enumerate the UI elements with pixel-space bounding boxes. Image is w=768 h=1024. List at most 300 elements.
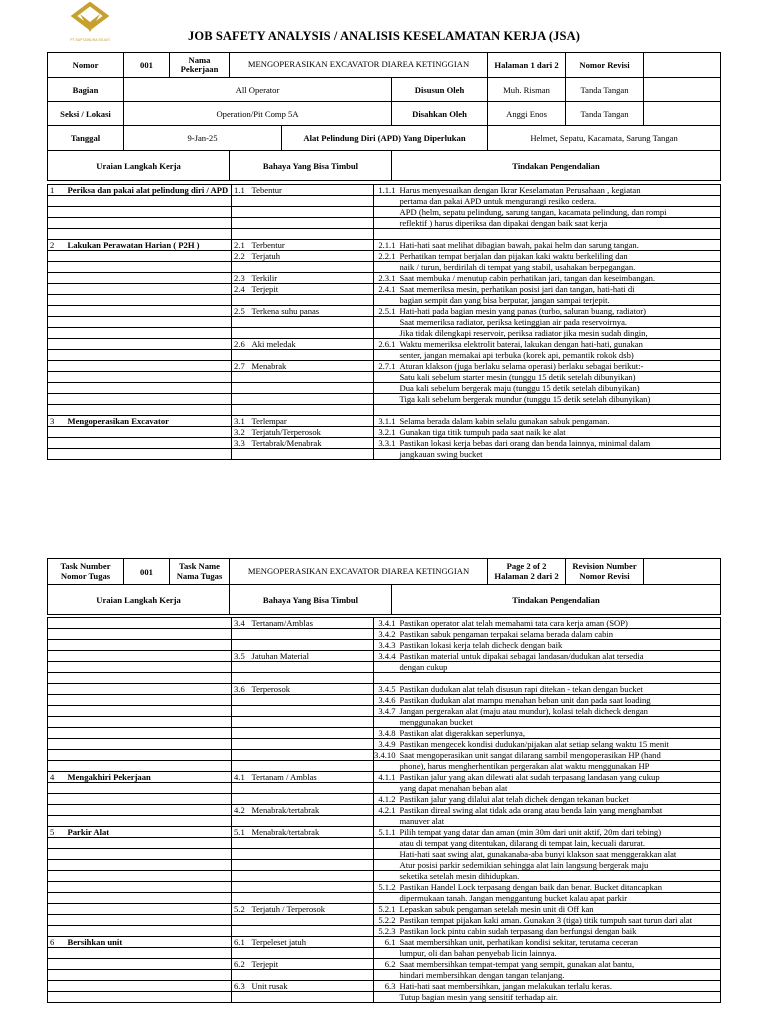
control-number: [374, 871, 398, 882]
hazard-description: Menabrak: [250, 361, 374, 372]
page1-header-table: [47, 52, 721, 181]
table-row: [48, 295, 721, 306]
hazard-description: Terjatuh / Terperosok: [250, 904, 374, 915]
control-number: [374, 196, 398, 207]
hazard-description: [250, 717, 374, 728]
hazard-number: [232, 262, 250, 273]
control-description: Pastikan alat digerakkan seperlunya,: [398, 728, 721, 739]
control-number: 5.2.2: [374, 915, 398, 926]
hazard-number: [232, 295, 250, 306]
step-number: [48, 196, 66, 207]
step-number: [48, 306, 66, 317]
table-row: [48, 438, 721, 449]
step-description: [66, 673, 232, 684]
step-description: [66, 273, 232, 284]
step-description: [66, 915, 232, 926]
control-description: Tiga kali sebelum bergerak mundur (tunggu 15 detik setelah dibunyikan): [398, 394, 721, 405]
control-number: [374, 717, 398, 728]
control-description: Saat membersihkan unit, perhatikan kondisi sekitar, terutama ceceran: [398, 937, 721, 948]
control-number: [374, 816, 398, 827]
nama-pekerjaan-label: Nama Pekerjaan: [170, 53, 230, 78]
step-description: [66, 684, 232, 695]
step-number: [48, 629, 66, 640]
hazard-description: [250, 196, 374, 207]
control-description: [398, 673, 721, 684]
hazard-number: [232, 761, 250, 772]
control-number: [374, 783, 398, 794]
step-description: [66, 251, 232, 262]
control-number: [374, 860, 398, 871]
step-number: [48, 761, 66, 772]
hazard-number: [232, 328, 250, 339]
table-row: [48, 684, 721, 695]
control-description: Harus menyesuaikan dengan Ikrar Keselamatan Perusahaan , kegiatan: [398, 185, 721, 196]
hazard-description: Terjatuh/Terperosok: [250, 427, 374, 438]
apd-label: Alat Pelindung Diri (APD) Yang Diperlukan: [282, 126, 488, 151]
hazard-number: 6.1: [232, 937, 250, 948]
step-description: Mengoperasikan Excavator: [66, 416, 232, 427]
hazard-number: [232, 816, 250, 827]
step-description: [66, 449, 232, 460]
hazard-number: [232, 794, 250, 805]
hazard-number: [232, 992, 250, 1003]
step-description: [66, 207, 232, 218]
hazard-number: 3.5: [232, 651, 250, 662]
col-bahaya-header-2: Bahaya Yang Bisa Timbul: [230, 585, 392, 615]
col-tindakan-header: Tindakan Pengendalian: [392, 151, 721, 181]
col-bahaya-header: Bahaya Yang Bisa Timbul: [230, 151, 392, 181]
hazard-number: 3.4: [232, 618, 250, 629]
step-number: [48, 229, 66, 240]
control-description: Gunakan tiga titik tumpuh pada saat naik ke alat: [398, 427, 721, 438]
nomor-label: Nomor: [48, 53, 124, 78]
control-number: 1.1.1: [374, 185, 398, 196]
table-row: [48, 662, 721, 673]
step-description: [66, 871, 232, 882]
control-description: Waktu memeriksa elektrolit baterai, lakukan dengan hati-hati, gunakan: [398, 339, 721, 350]
step-description: [66, 284, 232, 295]
hazard-number: [232, 640, 250, 651]
control-number: [374, 992, 398, 1003]
hazard-number: [232, 229, 250, 240]
control-number: 3.2.1: [374, 427, 398, 438]
table-row: [48, 992, 721, 1003]
control-description: [398, 229, 721, 240]
hazard-number: [232, 449, 250, 460]
hazard-description: [250, 328, 374, 339]
hazard-number: [232, 207, 250, 218]
control-number: [374, 372, 398, 383]
hazard-description: [250, 662, 374, 673]
control-number: 3.1.1: [374, 416, 398, 427]
task-name-label: Task Name Nama Tugas: [170, 559, 230, 585]
step-number: [48, 739, 66, 750]
control-description: Satu kali sebelum starter mesin (tunggu 15 detik setelah dibunyikan): [398, 372, 721, 383]
hazard-number: [232, 915, 250, 926]
disahkan-label: Disahkan Oleh: [392, 102, 488, 126]
control-description: manuver alat: [398, 816, 721, 827]
step-description: [66, 695, 232, 706]
hazard-number: [232, 871, 250, 882]
step-description: [66, 361, 232, 372]
step-description: [66, 728, 232, 739]
hazard-description: Menabrak/tertabrak: [250, 805, 374, 816]
hazard-number: 2.6: [232, 339, 250, 350]
table-row: [48, 207, 721, 218]
hazard-number: 3.6: [232, 684, 250, 695]
step-description: Parkir Alat: [66, 827, 232, 838]
control-description: Perhatikan tempat berjalan dan pijakan kaki waktu berkeliling dan: [398, 251, 721, 262]
step-description: Mengakhiri Pekerjaan: [66, 772, 232, 783]
hazard-number: 5.1: [232, 827, 250, 838]
control-description: Atur posisi parkir sedemikian sehingga alat lain langsung bergerak maju: [398, 860, 721, 871]
step-description: [66, 761, 232, 772]
control-description: Pastikan jalur yang dilalui alat telah dichek dengan tekanan bucket: [398, 794, 721, 805]
control-number: 2.7.1: [374, 361, 398, 372]
step-description: [66, 618, 232, 629]
step-description: [66, 959, 232, 970]
hazard-description: [250, 838, 374, 849]
bagian-label: Bagian: [48, 78, 124, 102]
hazard-description: [250, 640, 374, 651]
hazard-description: Terjepit: [250, 959, 374, 970]
hazard-number: [232, 728, 250, 739]
control-description: Selama berada dalam kabin selalu gunakan sabuk pengaman.: [398, 416, 721, 427]
control-number: [374, 893, 398, 904]
step-number: [48, 794, 66, 805]
step-number: [48, 838, 66, 849]
hazard-description: [250, 860, 374, 871]
control-number: 3.4.1: [374, 618, 398, 629]
hazard-description: Terbentur: [250, 240, 374, 251]
step-description: [66, 816, 232, 827]
hazard-description: [250, 218, 374, 229]
control-number: [374, 229, 398, 240]
hazard-number: 4.2: [232, 805, 250, 816]
table-row: [48, 427, 721, 438]
hazard-description: Terperosok: [250, 684, 374, 695]
control-description: Pastikan direal swing alat tidak ada orang atau benda lain yang menghambat: [398, 805, 721, 816]
step-description: [66, 783, 232, 794]
control-description: Dua kali sebelum bergerak maju (tunggu 15 detik setelah dibunyikan): [398, 383, 721, 394]
hazard-description: [250, 783, 374, 794]
hazard-description: [250, 871, 374, 882]
step-number: [48, 882, 66, 893]
hazard-number: 2.1: [232, 240, 250, 251]
control-description: dipermukaan tanah. Jangan menggantung bucket kalau apat parkir: [398, 893, 721, 904]
control-number: 3.4.8: [374, 728, 398, 739]
step-description: [66, 717, 232, 728]
page1-body-table: [47, 184, 721, 460]
control-number: [374, 207, 398, 218]
step-number: [48, 783, 66, 794]
control-description: Saat membersihkan tempat-tempat yang sempit, gunakan alat bantu,: [398, 959, 721, 970]
step-description: [66, 838, 232, 849]
step-description: [66, 662, 232, 673]
table-row: [48, 651, 721, 662]
step-description: [66, 849, 232, 860]
step-number: [48, 640, 66, 651]
hazard-number: [232, 849, 250, 860]
hazard-description: Jatuhan Material: [250, 651, 374, 662]
hazard-number: [232, 706, 250, 717]
control-number: [374, 449, 398, 460]
table-row: [48, 794, 721, 805]
control-description: senter, jangan memakai api terbuka (korek api, pemantik rokok dsb): [398, 350, 721, 361]
step-description: [66, 405, 232, 416]
step-number: [48, 449, 66, 460]
step-description: [66, 262, 232, 273]
control-number: 4.2.1: [374, 805, 398, 816]
control-number: 5.1.2: [374, 882, 398, 893]
step-number: 4: [48, 772, 66, 783]
hazard-description: Terjepit: [250, 284, 374, 295]
control-description: Pastikan material untuk dipakai sebagai landasan/dudukan alat tersedia: [398, 651, 721, 662]
step-number: [48, 926, 66, 937]
control-description: lumpur, oli dan bahan penyebab licin lainnya.: [398, 948, 721, 959]
hazard-description: [250, 629, 374, 640]
hazard-number: [232, 218, 250, 229]
table-row: [48, 361, 721, 372]
step-number: [48, 959, 66, 970]
tanggal-value: 9-Jan-25: [124, 126, 282, 151]
control-number: 6.2: [374, 959, 398, 970]
hazard-description: [250, 673, 374, 684]
step-description: [66, 882, 232, 893]
control-description: dengan cukup: [398, 662, 721, 673]
hazard-description: Terkilir: [250, 273, 374, 284]
table-row: [48, 640, 721, 651]
hazard-description: [250, 372, 374, 383]
control-number: 6.1: [374, 937, 398, 948]
hazard-description: [250, 728, 374, 739]
control-number: 3.4.5: [374, 684, 398, 695]
hazard-number: 2.7: [232, 361, 250, 372]
table-row: [48, 673, 721, 684]
control-description: Pastikan lokasi kerja telah dicheck dengan baik: [398, 640, 721, 651]
step-number: [48, 262, 66, 273]
hazard-number: 1.1: [232, 185, 250, 196]
control-number: [374, 673, 398, 684]
hazard-number: [232, 405, 250, 416]
table-row: [48, 394, 721, 405]
hazard-number: [232, 860, 250, 871]
control-description: Pastikan mengecek kondisi dudukan/pijakan alat setiap selang waktu 15 menit: [398, 739, 721, 750]
table-row: [48, 185, 721, 196]
nomor-revisi-label: Nomor Revisi: [566, 53, 644, 78]
step-number: 5: [48, 827, 66, 838]
step-number: [48, 372, 66, 383]
control-description: hindari membersihkan dengan tangan telanjang.: [398, 970, 721, 981]
seksi-value: Operation/Pit Comp 5A: [124, 102, 392, 126]
table-row: [48, 816, 721, 827]
step-number: [48, 251, 66, 262]
hazard-description: [250, 295, 374, 306]
hazard-number: [232, 838, 250, 849]
hazard-description: Terlempar: [250, 416, 374, 427]
control-description: naik / turun, berdirilah di tempat yang stabil, usahakan berpegangan.: [398, 262, 721, 273]
control-description: Lepaskan sabuk pengaman setelah mesin unit di Off kan: [398, 904, 721, 915]
nomor-value-2: 001: [124, 559, 170, 585]
table-row: [48, 262, 721, 273]
control-description: Hati-hati saat membersihkan, jangan melakukan terlalu keras.: [398, 981, 721, 992]
control-number: [374, 350, 398, 361]
control-number: 2.1.1: [374, 240, 398, 251]
table-row: [48, 915, 721, 926]
step-description: [66, 350, 232, 361]
control-number: 5.2.3: [374, 926, 398, 937]
control-number: 3.4.4: [374, 651, 398, 662]
step-number: [48, 970, 66, 981]
table-row: [48, 449, 721, 460]
hazard-description: [250, 706, 374, 717]
control-number: 3.4.3: [374, 640, 398, 651]
task-number-label: Task Number Nomor Tugas: [48, 559, 124, 585]
step-number: [48, 728, 66, 739]
table-row: [48, 959, 721, 970]
control-description: yang dapat menahan beban alat: [398, 783, 721, 794]
control-number: [374, 838, 398, 849]
signature-box-1: [644, 78, 721, 102]
step-description: [66, 893, 232, 904]
hazard-description: [250, 849, 374, 860]
table-row: [48, 750, 721, 761]
hazard-number: [232, 372, 250, 383]
page2-header-table: [47, 558, 721, 615]
hazard-number: [232, 717, 250, 728]
hazard-number: 5.2: [232, 904, 250, 915]
disusun-label: Disusun Oleh: [392, 78, 488, 102]
table-row: [48, 970, 721, 981]
control-description: Pastikan operator alat telah memahami tata cara kerja aman (SOP): [398, 618, 721, 629]
control-number: 4.1.1: [374, 772, 398, 783]
hazard-description: Terpeleset jatuh: [250, 937, 374, 948]
step-description: [66, 394, 232, 405]
table-row: [48, 372, 721, 383]
control-number: 6.3: [374, 981, 398, 992]
step-number: [48, 673, 66, 684]
hazard-number: 2.5: [232, 306, 250, 317]
control-description: pertama dan pakai APD untuk mengurangi resiko cedera.: [398, 196, 721, 207]
step-number: 6: [48, 937, 66, 948]
hazard-description: [250, 750, 374, 761]
hazard-description: [250, 948, 374, 959]
disusun-value: Muh. Risman: [488, 78, 566, 102]
nomor-revisi-value: [644, 53, 721, 78]
step-number: [48, 706, 66, 717]
hazard-number: [232, 750, 250, 761]
hazard-description: [250, 229, 374, 240]
control-description: Pastikan dudukan alat mampu menahan beban unit dan pada saat loading: [398, 695, 721, 706]
hazard-description: Tertanam/Amblas: [250, 618, 374, 629]
table-row: [48, 405, 721, 416]
table-row: [48, 416, 721, 427]
control-description: Hati-hati pada bagian mesin yang panas (turbo, saluran buang, radiator): [398, 306, 721, 317]
control-number: 2.5.1: [374, 306, 398, 317]
hazard-description: [250, 695, 374, 706]
control-number: 2.2.1: [374, 251, 398, 262]
step-description: [66, 706, 232, 717]
control-number: [374, 662, 398, 673]
control-number: [374, 970, 398, 981]
table-row: [48, 761, 721, 772]
step-number: [48, 350, 66, 361]
tanda-tangan-2: Tanda Tangan: [566, 102, 644, 126]
hazard-number: 6.2: [232, 959, 250, 970]
hazard-number: [232, 739, 250, 750]
hazard-description: [250, 816, 374, 827]
step-description: [66, 970, 232, 981]
step-number: [48, 651, 66, 662]
hazard-description: Unit rusak: [250, 981, 374, 992]
hazard-number: [232, 350, 250, 361]
hazard-description: [250, 350, 374, 361]
step-description: [66, 794, 232, 805]
control-number: 3.4.10: [374, 750, 396, 760]
step-description: [66, 805, 232, 816]
control-description: menggunakan bucket: [398, 717, 721, 728]
hazard-number: 6.3: [232, 981, 250, 992]
step-number: [48, 394, 66, 405]
hazard-description: [250, 893, 374, 904]
hazard-description: [250, 405, 374, 416]
nama-pekerjaan-value: MENGOPERASIKAN EXCAVATOR DIAREA KETINGGIAN: [230, 53, 488, 78]
step-description: [66, 196, 232, 207]
step-number: 2: [48, 240, 66, 251]
control-number: [374, 262, 398, 273]
seksi-label: Seksi / Lokasi: [48, 102, 124, 126]
hazard-number: 3.1: [232, 416, 250, 427]
revision-label: Revision Number Nomor Revisi: [566, 559, 644, 585]
tanda-tangan-1: Tanda Tangan: [566, 78, 644, 102]
hazard-description: Aki meledak: [250, 339, 374, 350]
hazard-description: [250, 317, 374, 328]
hazard-number: [232, 394, 250, 405]
control-description: Saat memeriksa radiator, periksa ketinggian air pada reservoirnya.: [398, 317, 721, 328]
step-number: [48, 948, 66, 959]
table-row: [48, 948, 721, 959]
table-row: [48, 328, 721, 339]
control-description: bagian sempit dan yang bisa berputar, jangan sampai terjepit.: [398, 295, 721, 306]
hazard-number: [232, 882, 250, 893]
control-description: Pilih tempat yang datar dan aman (min 30m dari unit aktif, 20m dari tebing): [398, 827, 721, 838]
table-row: [48, 317, 721, 328]
control-number: 3.3.1: [374, 438, 398, 449]
control-description: Pastikan jalur yang akan dilewati alat sudah terpasang landasan yang cukup: [398, 772, 721, 783]
table-row: [48, 306, 721, 317]
control-number: 3.4.6: [374, 695, 398, 706]
table-row: [48, 240, 721, 251]
step-number: [48, 849, 66, 860]
step-number: 1: [48, 185, 66, 196]
hazard-number: [232, 783, 250, 794]
control-description: Pastikan tempat pijakan kaki aman. Gunakan 3 (tiga) titik tumpuh saat turun dari alat: [398, 915, 721, 926]
step-number: [48, 684, 66, 695]
hazard-number: [232, 673, 250, 684]
step-number: [48, 295, 66, 306]
table-row: [48, 893, 721, 904]
control-number: [374, 394, 398, 405]
step-description: Lakukan Perawatan Harian ( P2H ): [66, 240, 232, 251]
control-description: Aturan klakson (juga berlaku selama operasi) berlaku sebagai berikut:-: [398, 361, 721, 372]
step-number: [48, 427, 66, 438]
table-row: [48, 860, 721, 871]
step-number: [48, 750, 66, 761]
control-description: phone), harus mengherhentikan pergerakan alat waktu menggunakan HP: [398, 761, 721, 772]
hazard-description: Terkena suhu panas: [250, 306, 374, 317]
control-description: Pastikan Handel Lock terpasang dengan baik dan benar. Bucket ditancapkan: [398, 882, 721, 893]
step-number: [48, 860, 66, 871]
